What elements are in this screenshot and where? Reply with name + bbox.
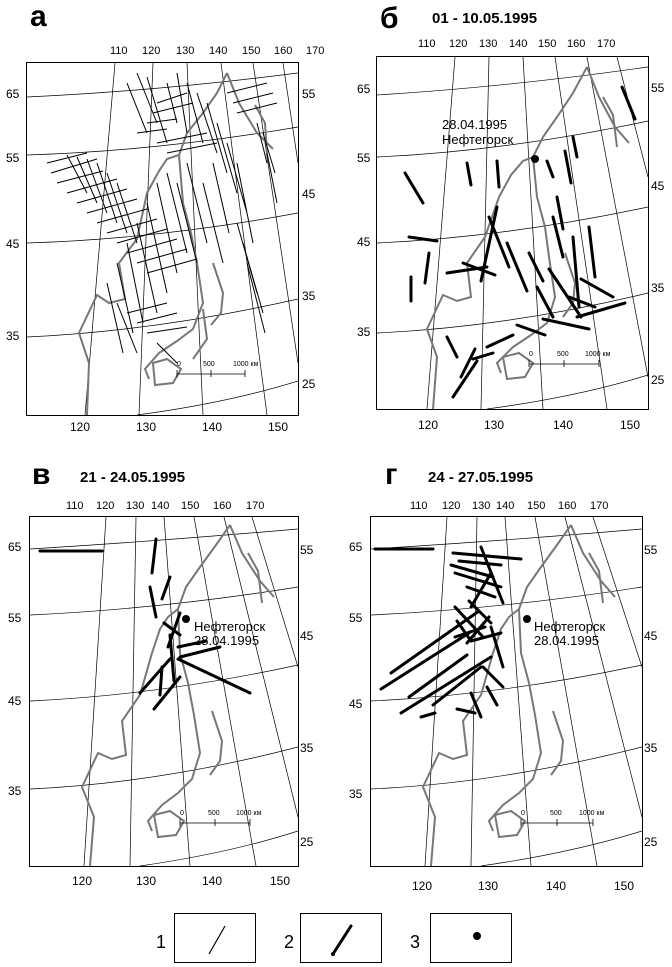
meridian-130-v [130, 517, 136, 866]
tick-bottom-150-g: 150 [614, 879, 635, 893]
event-dot-g [523, 615, 531, 623]
tick-bottom-130-v: 130 [136, 874, 157, 888]
scale-a-mid: 500 [203, 361, 215, 368]
legend-number-2: 2 [284, 932, 295, 952]
tick-left-45-g: 45 [349, 697, 363, 711]
tick-top-150-g: 150 [527, 500, 546, 512]
tick-top-170-g: 170 [590, 500, 609, 512]
map-panel-a [26, 62, 299, 416]
meridian-170-g [593, 517, 642, 667]
map-g-svg [371, 517, 642, 866]
tick-bottom-130-b: 130 [484, 418, 505, 432]
event-city-b: Нефтегорск [442, 132, 514, 147]
meridian-160-g [565, 517, 642, 817]
tick-bottom-120-v: 120 [72, 874, 93, 888]
tick-right-45-v: 45 [300, 629, 314, 643]
tick-bottom-150: 150 [268, 420, 289, 434]
tick-bottom-120-b: 120 [418, 418, 439, 432]
tick-top-120: 120 [142, 45, 161, 57]
tick-right-25-v: 25 [300, 835, 314, 849]
tick-right-35-g: 35 [644, 741, 658, 755]
tick-top-170-v: 170 [246, 500, 265, 512]
map-panel-b [376, 56, 649, 410]
scale-b-end: 1000 км [585, 351, 611, 358]
tick-top-160-v: 160 [213, 500, 232, 512]
tick-right-35: 35 [302, 289, 316, 303]
tick-left-55-b: 55 [357, 151, 371, 165]
tick-top-140-b: 140 [509, 38, 528, 50]
parallel-55 [27, 127, 298, 155]
legend-number-1: 1 [156, 932, 167, 952]
tick-left-65: 65 [6, 87, 20, 101]
meridian-120-v [84, 517, 106, 866]
tick-bottom-140-g: 140 [546, 879, 567, 893]
scale-v-mid: 500 [208, 810, 220, 817]
tick-bottom-130: 130 [136, 420, 157, 434]
tick-right-25-g: 25 [644, 835, 658, 849]
panel-b-date: 01 - 10.05.1995 [432, 10, 538, 27]
tick-right-55-v: 55 [300, 543, 314, 557]
tick-left-35-b: 35 [357, 325, 371, 339]
legend-thick-line-icon [301, 914, 381, 962]
tick-bottom-140: 140 [202, 420, 223, 434]
fault-lines-a [47, 73, 277, 363]
legend-item-2 [300, 913, 382, 963]
legend-item-1 [174, 913, 256, 963]
tick-left-35-g: 35 [349, 787, 363, 801]
tick-left-45-b: 45 [357, 235, 371, 249]
tick-left-35: 35 [6, 329, 20, 343]
tick-top-110-g: 110 [410, 500, 428, 512]
scale-bar-a [177, 370, 245, 377]
tick-bottom-140-v: 140 [202, 874, 223, 888]
panel-v-letter: в [32, 458, 51, 491]
scale-b-zero: 0 [529, 351, 533, 358]
parallel-65-b [377, 67, 648, 95]
map-v-svg [30, 517, 298, 866]
tick-top-140-v: 140 [151, 500, 170, 512]
event-dot-b [531, 155, 539, 163]
tick-left-45-v: 45 [8, 694, 22, 708]
tick-top-150: 150 [242, 45, 261, 57]
tick-top-140-g: 140 [496, 500, 515, 512]
tick-left-55-v: 55 [8, 611, 22, 625]
tick-right-35-b: 35 [651, 281, 665, 295]
tick-bottom-130-g: 130 [478, 879, 499, 893]
tick-right-55: 55 [302, 87, 316, 101]
tick-left-65-v: 65 [8, 540, 22, 554]
scale-b-mid: 500 [557, 351, 569, 358]
legend-thin-line-icon [175, 914, 255, 962]
tick-bottom-150-v: 150 [270, 874, 291, 888]
map-a-svg [27, 63, 298, 415]
tick-right-25: 25 [302, 377, 316, 391]
tick-top-160-b: 160 [567, 38, 586, 50]
panel-b-letter: б [380, 2, 399, 35]
scale-a-end: 1000 км [233, 361, 259, 368]
meridian-120-b [427, 57, 455, 409]
tick-left-45: 45 [6, 237, 20, 251]
meridian-130-g [471, 517, 477, 866]
scale-a-zero: 0 [177, 361, 181, 368]
tick-right-35-v: 35 [300, 741, 314, 755]
tick-bottom-120-g: 120 [412, 879, 433, 893]
meridian-170 [283, 63, 298, 163]
meridian-140-b [523, 57, 543, 409]
tick-top-170: 170 [306, 45, 325, 57]
tick-top-110: 110 [110, 45, 128, 57]
event-city-v: Нефтегорск [194, 619, 266, 634]
map-panel-g [370, 516, 643, 867]
event-dot-v [182, 615, 190, 623]
tick-top-150-b: 150 [538, 38, 557, 50]
tick-left-55-g: 55 [349, 611, 363, 625]
scale-bar-b [529, 360, 599, 367]
parallel-35-g [371, 747, 642, 789]
tick-top-120-g: 120 [442, 500, 461, 512]
tick-top-170-b: 170 [597, 38, 616, 50]
stress-lines-g [375, 547, 521, 717]
parallel-65-v [30, 529, 298, 549]
tick-right-25-b: 25 [651, 373, 665, 387]
parallel-25-b [487, 375, 648, 409]
tick-bottom-150-b: 150 [620, 418, 641, 432]
tick-top-130: 130 [176, 45, 195, 57]
event-date-v: 28.04.1995 [194, 633, 260, 648]
tick-right-45-g: 45 [644, 629, 658, 643]
meridian-140-g [505, 517, 531, 866]
panel-g-date: 24 - 27.05.1995 [428, 469, 534, 486]
tick-bottom-120: 120 [70, 420, 91, 434]
tick-left-65-b: 65 [357, 82, 371, 96]
panel-v-date: 21 - 24.05.1995 [80, 469, 186, 486]
tick-left-35-v: 35 [8, 784, 22, 798]
map-b-svg [377, 57, 648, 409]
tick-left-65-g: 65 [349, 540, 363, 554]
tick-top-150-v: 150 [181, 500, 200, 512]
event-date-g: 28.04.1995 [534, 633, 600, 648]
panel-a-letter: а [30, 0, 47, 33]
scale-bar-v [180, 819, 250, 826]
tick-top-140: 140 [209, 45, 228, 57]
tick-top-120-v: 120 [96, 500, 115, 512]
panel-g-letter: г [385, 458, 398, 491]
tick-right-45: 45 [302, 187, 316, 201]
tick-top-120-b: 120 [449, 38, 468, 50]
tick-top-110-b: 110 [418, 38, 436, 50]
parallel-35-b [377, 293, 648, 333]
tick-top-110-v: 110 [66, 500, 84, 512]
tick-right-55-b: 55 [651, 81, 665, 95]
scale-bar-g [521, 819, 593, 826]
scale-v-end: 1000 км [236, 810, 262, 817]
event-city-g: Нефтегорск [534, 619, 606, 634]
parallel-35-v [30, 747, 298, 789]
meridian-160 [253, 63, 298, 363]
legend-number-3: 3 [410, 932, 421, 952]
parallel-45 [27, 213, 298, 243]
scale-v-zero: 0 [180, 810, 184, 817]
tick-right-55-g: 55 [644, 543, 658, 557]
parallel-25 [137, 381, 298, 415]
tick-top-130-v: 130 [126, 500, 145, 512]
legend-item-3 [430, 913, 512, 963]
event-date-b: 28.04.1995 [442, 117, 508, 132]
map-panel-v [29, 516, 299, 867]
tick-top-160-g: 160 [558, 500, 577, 512]
tick-left-55: 55 [6, 151, 20, 165]
legend-dot-icon [431, 914, 511, 962]
scale-g-end: 1000 км [579, 810, 605, 817]
tick-top-130-g: 130 [472, 500, 491, 512]
tick-bottom-140-b: 140 [553, 418, 574, 432]
tick-top-160: 160 [274, 45, 293, 57]
tick-top-130-b: 130 [479, 38, 498, 50]
tick-right-45-b: 45 [651, 179, 665, 193]
meridian-170-b [617, 57, 648, 177]
scale-g-zero: 0 [521, 810, 525, 817]
scale-g-mid: 500 [550, 810, 562, 817]
meridian-160-v [224, 517, 298, 817]
